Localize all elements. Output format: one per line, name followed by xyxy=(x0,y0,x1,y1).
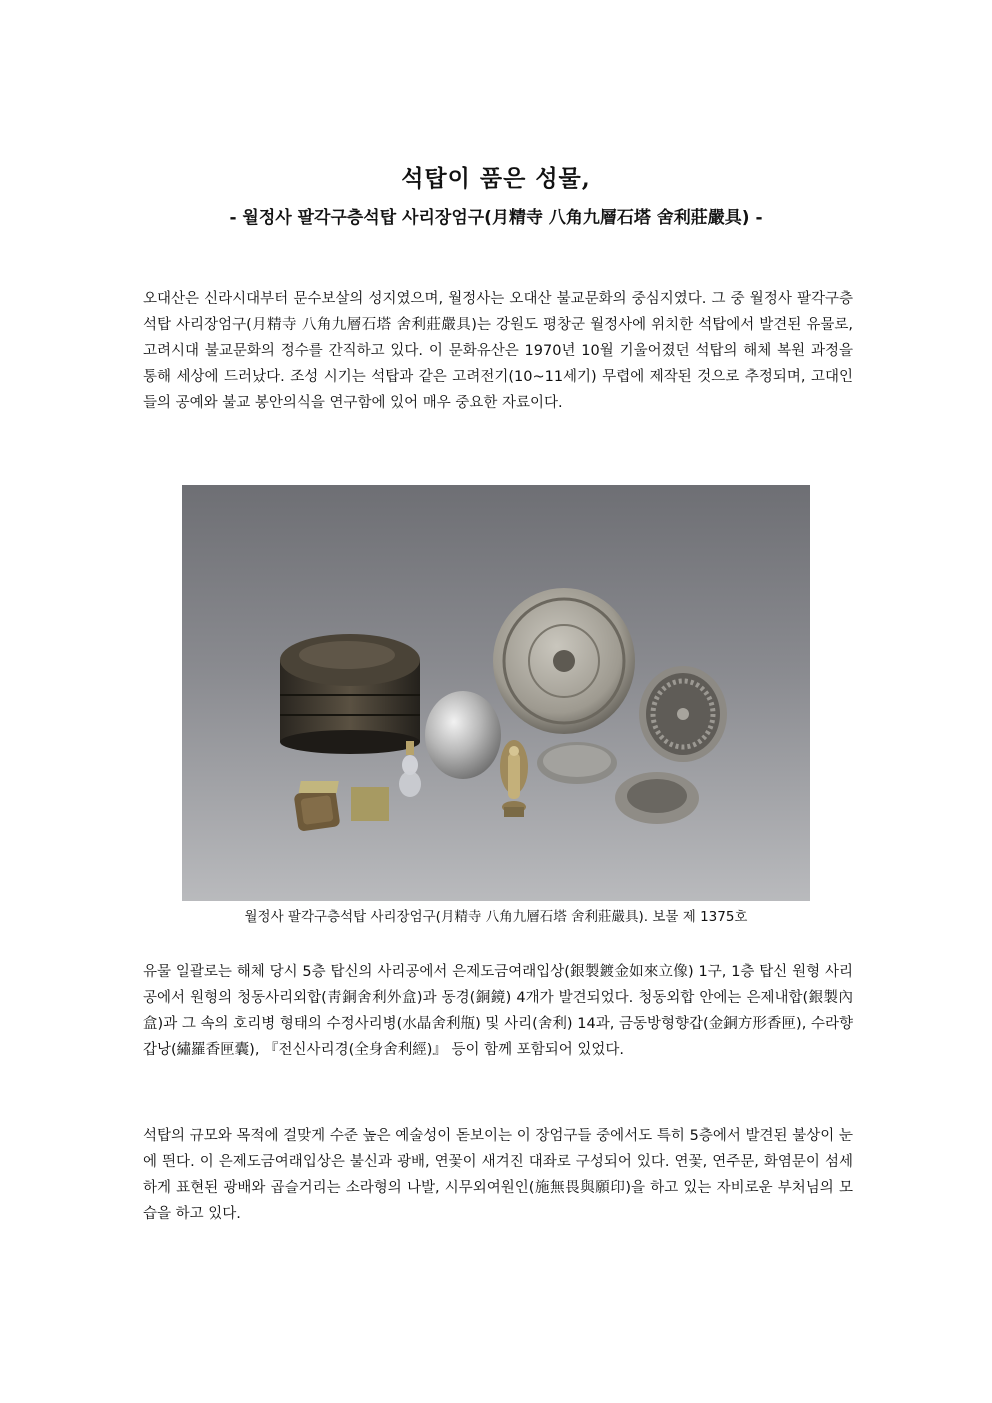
figure-caption: 월정사 팔각구층석탑 사리장엄구(月精寺 八角九層石塔 舍利莊嚴具). 보물 제 1375호 xyxy=(244,909,748,925)
relics-paragraph: 유물 일괄로는 해체 당시 5층 탑신의 사리공에서 은제도금여래입상(銀製鍍金如來立像) 1구, 1층 탑신 원형 사리공에서 원형의 청동사리외합(靑銅舍利外盒)과 동경(銅鏡) 4개가 발견되었다. 청동외합 안에는 은제내합(銀製內盒)과 그 속의 호리병 형태의 수정사리병(水晶舍利甁) 및 사리(舍利) 14과, 금동방형향갑(金銅方形香匣), 수라향갑낭(繡羅香匣囊), 『전신사리경(全身舍利經)』 등이 함께 포함되어 있었다. xyxy=(143,964,853,1058)
buddha-paragraph: 석탑의 규모와 목적에 걸맞게 수준 높은 예술성이 돋보이는 이 장엄구들 중에서도 특히 5층에서 발견된 불상이 눈에 띈다. 이 은제도금여래입상은 불신과 광배, 연꽃이 새겨진 대좌로 구성되어 있다. 연꽃, 연주문, 화염문이 섬세하게 표현된 광배와 곱슬거리는 소라형의 나발, 시무외여원인(施無畏與願印)을 하고 있는 자비로운 부처님의 모습을 하고 있다. xyxy=(143,1128,853,1222)
large-mirror xyxy=(493,588,635,734)
document-subtitle: - 월정사 팔각구층석탑 사리장엄구(月精寺 八角九層石塔 舍利莊嚴具) - xyxy=(229,208,763,228)
relics-photo xyxy=(182,485,810,901)
buddha-figure xyxy=(500,740,528,817)
bronze-box xyxy=(280,634,420,754)
patterned-mirror xyxy=(639,666,727,762)
intro-paragraph: 오대산은 신라시대부터 문수보살의 성지였으며, 월정사는 오대산 불교문화의 중심지였다. 그 중 월정사 팔각구층석탑 사리장엄구(月精寺 八角九層石塔 舍利莊嚴具)는 강원도 평창군 월정사에 위치한 석탑에서 발견된 유물로, 고려시대 불교문화의 정수를 간직하고 있다. 이 문화유산은 1970년 10월 기울어졌던 석탑의 해체 복원 과정을 통해 세상에 드러났다. 조성 시기는 석탑과 같은 고려전기(10~11세기) 무렵에 제작된 것으로 추정되며, 고대인들의 공예와 불교 봉안의식을 연구함에 있어 매우 중요한 자료이다. xyxy=(143,291,853,411)
document-title: 석탑이 품은 성물, xyxy=(401,165,591,192)
